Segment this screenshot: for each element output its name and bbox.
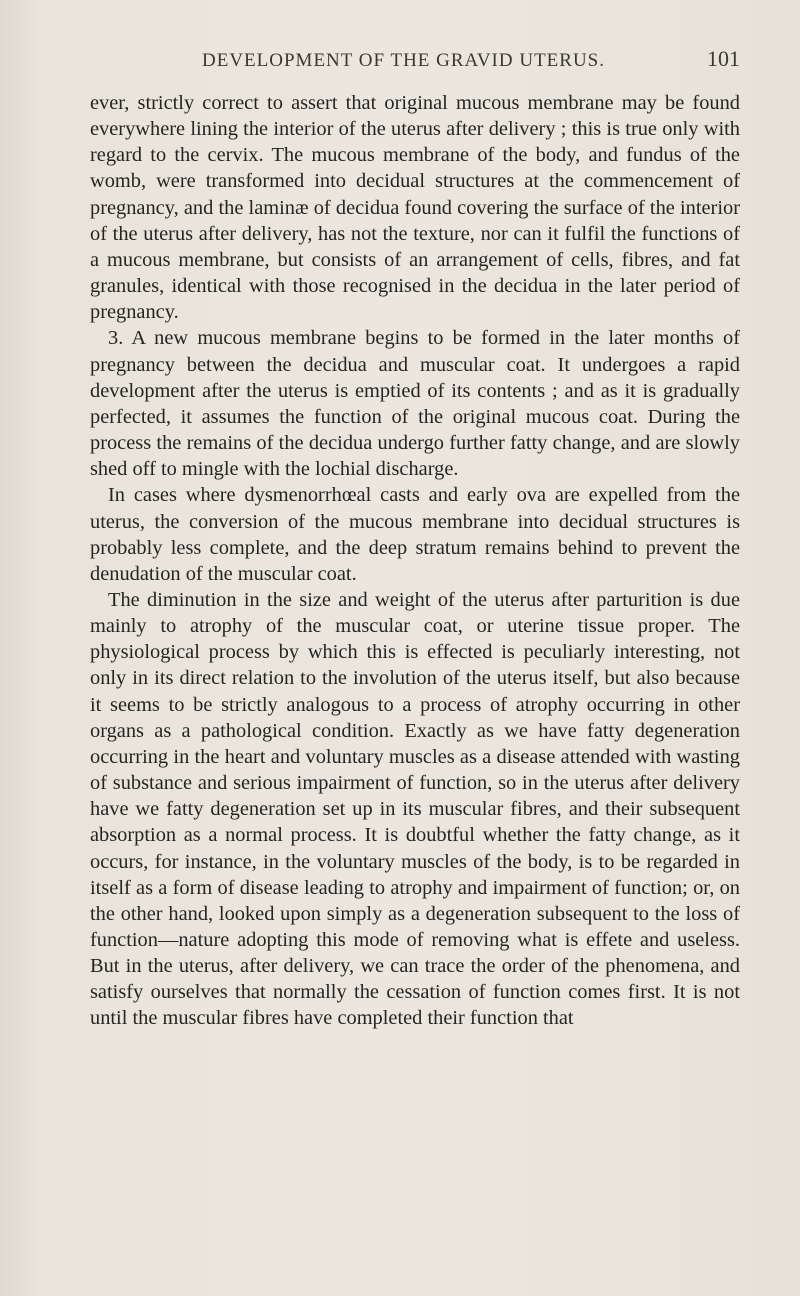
paragraph-4: The diminution in the size and weight of the uterus after parturition is due mainly to atrophy of the muscular coat, or uterine tissue proper. The physiological process by which this is effected is peculiarly interesting, not only in its direct relation to the involution of the uterus itself, but also because it seems to be strictly analogous to a process of atrophy occurring in other organs as a pathological condition. Exactly as we have fatty degeneration occurring in the heart and voluntary muscles as a disease attended with wasting of substance and serious impairment of function, so in the uterus after delivery have we fatty degeneration set up in its muscular fibres, and their subsequent absorption as a normal process. It is doubtful whether the fatty change, as it occurs, for instance, in the voluntary muscles of the body, is to be regarded in itself as a form of disease leading to atrophy and impairment of function; or, on the other hand, looked upon simply as a degeneration subsequent to the loss of function—nature adopting this mode of removing what is effete and useless. But in the uterus, after delivery, we can trace the order of the phenomena, and satisfy ourselves that normally the cessation of function comes first. It is not until the muscular fibres have completed their function that — [90, 588, 740, 1030]
page-number: 101 — [707, 46, 740, 71]
paragraph-3: In cases where dysmenorrhœal casts and early ova are expelled from the uterus, the conversion of the mucous membrane into decidual structures is probably less complete, and the deep stratum remains behind to prevent the denudation of the muscular coat. — [90, 484, 740, 585]
page-header — [90, 44, 740, 84]
running-head: DEVELOPMENT OF THE GRAVID UTERUS. — [202, 50, 605, 71]
body-text — [90, 90, 740, 1032]
paragraph-2: 3. A new mucous membrane begins to be formed in the later months of pregnancy between the decidua and muscular coat. It undergoes a rapid development after the uterus is emptied of its contents ; and as it is gradually perfected, it assumes the function of the original mucous coat. During the process the remains of the decidua undergo further fatty change, and are slowly shed off to mingle with the lochial discharge. — [90, 327, 740, 481]
paragraph-1: ever, strictly correct to assert that original mucous membrane may be found everywhere lining the interior of the uterus after delivery ; this is true only with regard to the cervix. The mucous membrane of the body, and fundus of the womb, were transformed into decidual structures at the commencement of pregnancy, and the laminæ of decidua found covering the surface of the interior of the uterus after delivery, has not the texture, nor can it fulfil the functions of a mucous membrane, but consists of an arrangement of cells, fibres, and fat granules, identical with those recognised in the decidua in the later period of pregnancy. — [90, 92, 740, 324]
